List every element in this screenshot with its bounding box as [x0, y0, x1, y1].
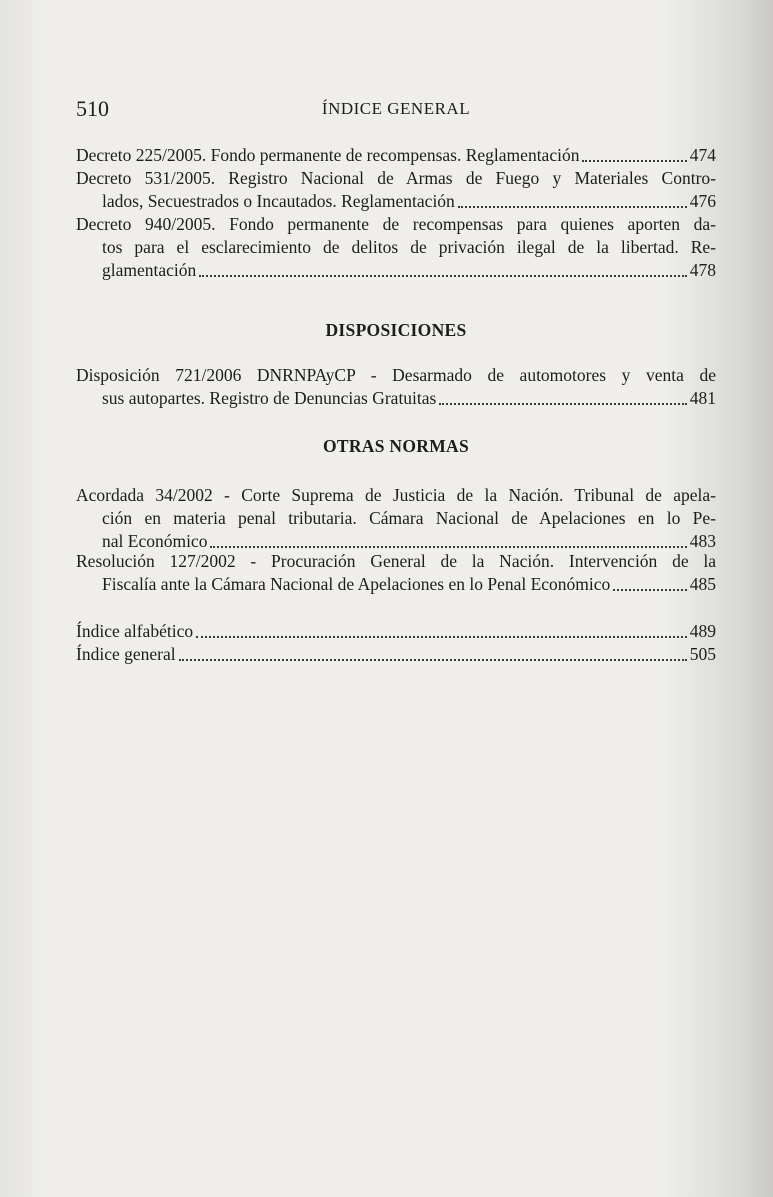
entry-page: 483: [689, 531, 716, 551]
toc-entry-resolucion-127: [76, 550, 716, 596]
entry-text: glamentación: [102, 260, 197, 280]
entry-text: Índice alfabético: [76, 621, 194, 641]
entry-text: Disposición 721/2006 DNRNPAyCP - Desarmado de automotores y venta de: [76, 365, 716, 385]
entry-text: ción en materia penal tributaria. Cámara Nacional de Apelaciones en lo Pe-: [102, 508, 716, 528]
page-number: 510: [76, 96, 109, 121]
dot-leader: [458, 206, 687, 208]
section-heading-disposiciones: DISPOSICIONES: [325, 320, 467, 340]
toc-entry-indice-general: [76, 643, 716, 666]
entry-page: 476: [689, 191, 716, 211]
dot-leader: [582, 160, 686, 162]
entry-text: Acordada 34/2002 - Corte Suprema de Justicia de la Nación. Tribunal de apela-: [76, 485, 716, 505]
entry-text: lados, Secuestrados o Incautados. Reglamentación: [102, 191, 455, 211]
dot-leader: [210, 546, 686, 548]
entry-text: nal Económico: [102, 531, 208, 551]
dot-leader: [439, 403, 686, 405]
dot-leader: [196, 636, 687, 638]
entry-text: Índice general: [76, 644, 176, 664]
toc-entry-disposicion-721: [76, 364, 716, 410]
show-through-text: [60, 880, 733, 901]
entry-text: Decreto 531/2005. Registro Nacional de Armas de Fuego y Materiales Contro-: [76, 168, 716, 188]
toc-entry-indice-alfabetico: [76, 620, 716, 643]
section-heading-otras-normas: OTRAS NORMAS: [322, 436, 470, 456]
toc-entry-acordada-34: [76, 484, 716, 553]
toc-entry-decreto-531: [76, 167, 716, 213]
entry-text: Fiscalía ante la Cámara Nacional de Apelaciones en lo Penal Económico: [102, 574, 611, 594]
entry-page: 481: [689, 388, 716, 408]
toc-entry-decreto-225: [76, 144, 716, 167]
entry-text: Resolución 127/2002 - Procuración General de la Nación. Intervención de la: [76, 551, 716, 571]
entry-text: tos para el esclarecimiento de delitos de privación ilegal de la libertad. Re-: [102, 237, 716, 257]
entry-page: 474: [689, 145, 716, 165]
entry-text: Decreto 225/2005. Fondo permanente de recompensas. Reglamentación: [76, 145, 580, 165]
toc-entry-decreto-940: [76, 213, 716, 282]
page-header: [76, 96, 716, 126]
entry-text: sus autopartes. Registro de Denuncias Gratuitas: [102, 388, 437, 408]
running-title: ÍNDICE GENERAL: [321, 99, 471, 118]
entry-page: 505: [689, 644, 716, 664]
entry-page: 489: [689, 621, 716, 641]
entry-page: 478: [689, 260, 716, 280]
entry-text: Decreto 940/2005. Fondo permanente de recompensas para quienes aporten da-: [76, 214, 716, 234]
entry-page: 485: [689, 574, 716, 594]
dot-leader: [199, 275, 686, 277]
dot-leader: [613, 589, 686, 591]
dot-leader: [179, 659, 687, 661]
